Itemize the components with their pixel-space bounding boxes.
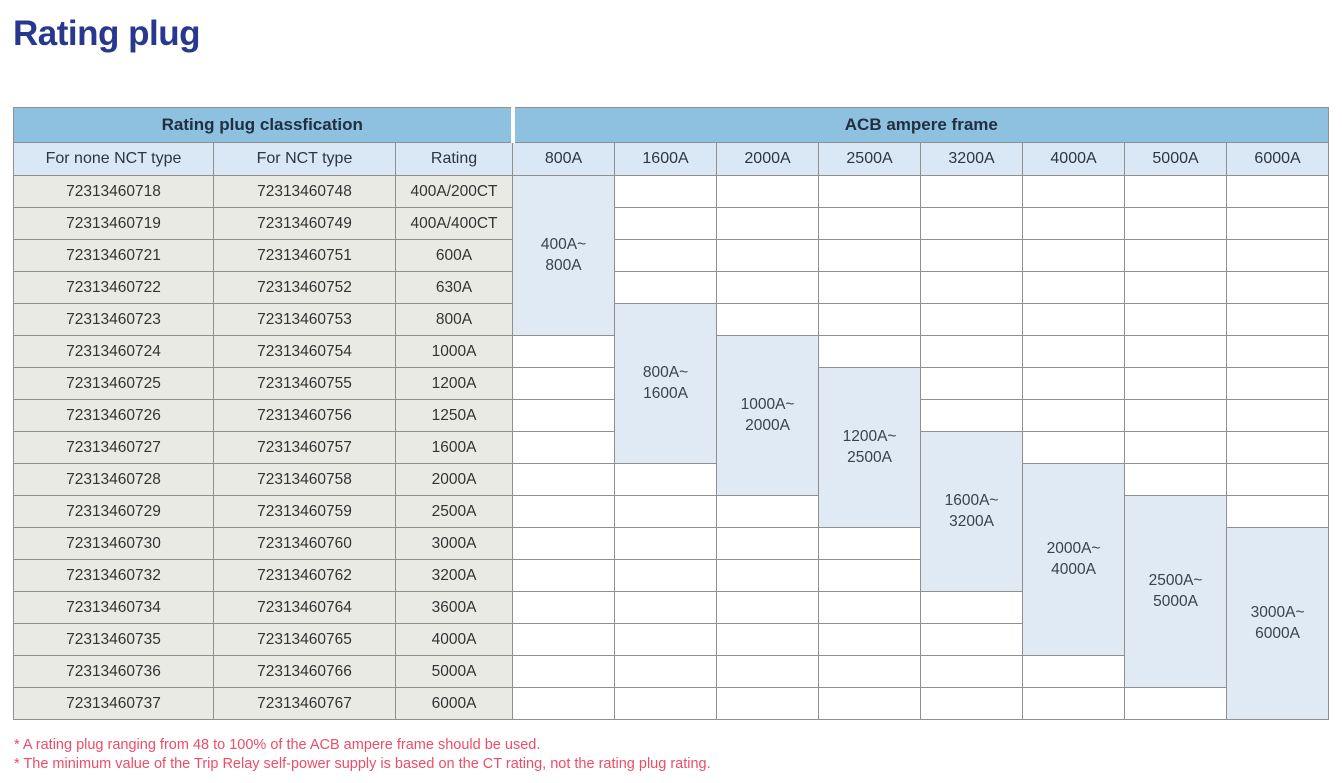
frame-empty-cell <box>819 304 921 336</box>
frame-empty-cell <box>1023 240 1125 272</box>
frame-empty-cell <box>615 560 717 592</box>
frame-empty-cell <box>1125 272 1227 304</box>
column-header-1600a: 1600A <box>615 143 717 176</box>
part-number-none-nct-cell: 72313460726 <box>14 400 214 432</box>
frame-empty-cell <box>1023 688 1125 720</box>
frame-empty-cell <box>615 592 717 624</box>
frame-range-label-line: 4000A <box>1051 560 1096 578</box>
part-number-nct-cell: 72313460759 <box>214 496 396 528</box>
part-number-none-nct-cell: 72313460734 <box>14 592 214 624</box>
frame-empty-cell <box>819 272 921 304</box>
frame-empty-cell <box>1125 464 1227 496</box>
frame-empty-cell <box>1227 400 1329 432</box>
frame-empty-cell <box>717 304 819 336</box>
table-row <box>14 688 1329 720</box>
frame-empty-cell <box>819 624 921 656</box>
frame-empty-cell <box>1125 688 1227 720</box>
frame-empty-cell <box>1227 176 1329 208</box>
part-number-nct-cell: 72313460766 <box>214 656 396 688</box>
frame-empty-cell <box>717 656 819 688</box>
part-number-none-nct-cell: 72313460718 <box>14 176 214 208</box>
frame-range-label-line: 1200A~ <box>842 428 897 446</box>
frame-empty-cell <box>921 240 1023 272</box>
rating-plug-table <box>13 107 1329 720</box>
frame-empty-cell <box>615 656 717 688</box>
frame-empty-cell <box>717 176 819 208</box>
column-header-800a: 800A <box>513 143 615 176</box>
part-number-nct-cell: 72313460762 <box>214 560 396 592</box>
part-number-nct-cell: 72313460765 <box>214 624 396 656</box>
frame-empty-cell <box>819 208 921 240</box>
part-number-nct-cell: 72313460760 <box>214 528 396 560</box>
frame-empty-cell <box>513 496 615 528</box>
frame-empty-cell <box>1023 304 1125 336</box>
frame-empty-cell <box>1227 368 1329 400</box>
column-header-rating: Rating <box>396 143 513 176</box>
frame-range-label-line: 2500A~ <box>1148 572 1203 590</box>
frame-empty-cell <box>1023 432 1125 464</box>
frame-empty-cell <box>717 560 819 592</box>
frame-empty-cell <box>1227 304 1329 336</box>
frame-empty-cell <box>921 688 1023 720</box>
column-header-for-none-nct-type: For none NCT type <box>14 143 214 176</box>
frame-empty-cell <box>513 560 615 592</box>
frame-empty-cell <box>513 400 615 432</box>
frame-empty-cell <box>513 368 615 400</box>
part-number-none-nct-cell: 72313460722 <box>14 272 214 304</box>
part-number-none-nct-cell: 72313460725 <box>14 368 214 400</box>
part-number-none-nct-cell: 72313460737 <box>14 688 214 720</box>
part-number-none-nct-cell: 72313460729 <box>14 496 214 528</box>
part-number-nct-cell: 72313460757 <box>214 432 396 464</box>
frame-range-cell-4000a <box>1023 464 1125 656</box>
part-number-nct-cell: 72313460753 <box>214 304 396 336</box>
frame-empty-cell <box>1023 336 1125 368</box>
part-number-nct-cell: 72313460754 <box>214 336 396 368</box>
frame-empty-cell <box>819 336 921 368</box>
rating-cell: 1600A <box>396 432 513 464</box>
part-number-none-nct-cell: 72313460732 <box>14 560 214 592</box>
column-header-for-nct-type: For NCT type <box>214 143 396 176</box>
frame-empty-cell <box>1125 400 1227 432</box>
rating-cell: 3600A <box>396 592 513 624</box>
rating-cell: 1250A <box>396 400 513 432</box>
frame-empty-cell <box>1125 304 1227 336</box>
rating-cell: 630A <box>396 272 513 304</box>
part-number-nct-cell: 72313460748 <box>214 176 396 208</box>
frame-empty-cell <box>921 208 1023 240</box>
frame-empty-cell <box>921 272 1023 304</box>
frame-range-label-line: 2500A <box>847 448 892 466</box>
table-row <box>14 208 1329 240</box>
part-number-none-nct-cell: 72313460736 <box>14 656 214 688</box>
frame-empty-cell <box>513 464 615 496</box>
frame-empty-cell <box>921 656 1023 688</box>
part-number-nct-cell: 72313460755 <box>214 368 396 400</box>
frame-range-cell-800a <box>513 176 615 336</box>
group-header-acb-ampere-frame: ACB ampere frame <box>513 108 1329 143</box>
part-number-nct-cell: 72313460749 <box>214 208 396 240</box>
footnotes <box>14 736 711 774</box>
frame-empty-cell <box>921 368 1023 400</box>
frame-empty-cell <box>921 176 1023 208</box>
frame-empty-cell <box>513 592 615 624</box>
frame-empty-cell <box>921 624 1023 656</box>
frame-empty-cell <box>819 240 921 272</box>
rating-cell: 4000A <box>396 624 513 656</box>
frame-empty-cell <box>921 304 1023 336</box>
frame-range-cell-1600a <box>615 304 717 464</box>
part-number-none-nct-cell: 72313460727 <box>14 432 214 464</box>
frame-range-label-line: 1000A~ <box>740 396 795 414</box>
frame-empty-cell <box>1125 368 1227 400</box>
column-header-2500a: 2500A <box>819 143 921 176</box>
frame-range-cell-2000a <box>717 336 819 496</box>
frame-empty-cell <box>615 528 717 560</box>
frame-empty-cell <box>717 624 819 656</box>
frame-range-label-line: 3000A~ <box>1250 604 1305 622</box>
part-number-nct-cell: 72313460767 <box>214 688 396 720</box>
table-body <box>14 176 1329 720</box>
part-number-none-nct-cell: 72313460728 <box>14 464 214 496</box>
frame-empty-cell <box>513 336 615 368</box>
frame-empty-cell <box>1227 432 1329 464</box>
frame-range-label-line: 800A <box>545 256 582 274</box>
frame-empty-cell <box>513 688 615 720</box>
frame-range-cell-3200a <box>921 432 1023 592</box>
frame-empty-cell <box>819 688 921 720</box>
column-header-row <box>14 143 1329 176</box>
frame-empty-cell <box>819 176 921 208</box>
part-number-nct-cell: 72313460751 <box>214 240 396 272</box>
frame-range-label-line: 400A~ <box>540 236 587 254</box>
column-header-4000a: 4000A <box>1023 143 1125 176</box>
part-number-none-nct-cell: 72313460724 <box>14 336 214 368</box>
frame-range-label-line: 800A~ <box>642 364 689 382</box>
rating-cell: 5000A <box>396 656 513 688</box>
frame-range-cell-6000a <box>1227 528 1329 720</box>
table-row <box>14 240 1329 272</box>
frame-empty-cell <box>513 432 615 464</box>
frame-range-label-line: 1600A <box>643 384 688 402</box>
part-number-none-nct-cell: 72313460721 <box>14 240 214 272</box>
frame-empty-cell <box>717 240 819 272</box>
frame-empty-cell <box>717 496 819 528</box>
frame-empty-cell <box>615 624 717 656</box>
frame-range-label-line: 2000A <box>745 416 790 434</box>
frame-range-label-line: 1600A~ <box>944 492 999 510</box>
frame-empty-cell <box>615 176 717 208</box>
frame-empty-cell <box>819 560 921 592</box>
frame-empty-cell <box>1227 272 1329 304</box>
frame-empty-cell <box>1227 240 1329 272</box>
rating-cell: 3000A <box>396 528 513 560</box>
frame-empty-cell <box>513 624 615 656</box>
rating-cell: 2500A <box>396 496 513 528</box>
column-header-5000a: 5000A <box>1125 143 1227 176</box>
footnote-rating-plug-range: * A rating plug ranging from 48 to 100% of the ACB ampere frame should be used. <box>14 737 541 753</box>
frame-empty-cell <box>1227 336 1329 368</box>
frame-range-label-line: 6000A <box>1255 624 1300 642</box>
part-number-nct-cell: 72313460758 <box>214 464 396 496</box>
rating-cell: 3200A <box>396 560 513 592</box>
rating-cell: 1200A <box>396 368 513 400</box>
frame-empty-cell <box>1125 336 1227 368</box>
rating-cell: 800A <box>396 304 513 336</box>
column-header-6000a: 6000A <box>1227 143 1329 176</box>
frame-empty-cell <box>717 528 819 560</box>
frame-empty-cell <box>717 592 819 624</box>
footnote-trip-relay-supply: * The minimum value of the Trip Relay self-power supply is based on the CT rating, not the rating plug rating. <box>14 756 711 772</box>
part-number-none-nct-cell: 72313460735 <box>14 624 214 656</box>
frame-empty-cell <box>819 592 921 624</box>
frame-empty-cell <box>1227 464 1329 496</box>
frame-empty-cell <box>1227 496 1329 528</box>
frame-empty-cell <box>615 464 717 496</box>
page-title: Rating plug <box>13 14 200 53</box>
rating-cell: 1000A <box>396 336 513 368</box>
frame-empty-cell <box>1125 432 1227 464</box>
frame-empty-cell <box>921 336 1023 368</box>
frame-empty-cell <box>615 240 717 272</box>
rating-cell: 600A <box>396 240 513 272</box>
frame-range-label-line: 5000A <box>1153 592 1198 610</box>
frame-empty-cell <box>513 656 615 688</box>
frame-range-cell-5000a <box>1125 496 1227 688</box>
rating-cell: 400A/200CT <box>396 176 513 208</box>
frame-empty-cell <box>717 208 819 240</box>
frame-empty-cell <box>1227 208 1329 240</box>
column-header-3200a: 3200A <box>921 143 1023 176</box>
rating-cell: 2000A <box>396 464 513 496</box>
frame-empty-cell <box>1023 400 1125 432</box>
table-row <box>14 176 1329 208</box>
rating-plug-table-container <box>13 107 1329 720</box>
rating-cell: 400A/400CT <box>396 208 513 240</box>
part-number-nct-cell: 72313460756 <box>214 400 396 432</box>
table-head <box>14 108 1329 176</box>
table-row <box>14 496 1329 528</box>
frame-empty-cell <box>1023 368 1125 400</box>
frame-empty-cell <box>1023 176 1125 208</box>
frame-empty-cell <box>1125 240 1227 272</box>
part-number-none-nct-cell: 72313460723 <box>14 304 214 336</box>
table-row <box>14 272 1329 304</box>
part-number-nct-cell: 72313460764 <box>214 592 396 624</box>
group-header-rating-plug-classification: Rating plug classfication <box>14 108 513 143</box>
column-header-2000a: 2000A <box>717 143 819 176</box>
frame-empty-cell <box>819 528 921 560</box>
table-row <box>14 304 1329 336</box>
part-number-nct-cell: 72313460752 <box>214 272 396 304</box>
frame-range-label-line: 2000A~ <box>1046 540 1101 558</box>
frame-empty-cell <box>615 688 717 720</box>
frame-empty-cell <box>717 688 819 720</box>
frame-empty-cell <box>921 400 1023 432</box>
group-header-row <box>14 108 1329 143</box>
frame-empty-cell <box>1023 208 1125 240</box>
frame-empty-cell <box>1125 176 1227 208</box>
part-number-none-nct-cell: 72313460719 <box>14 208 214 240</box>
frame-empty-cell <box>615 272 717 304</box>
frame-empty-cell <box>819 656 921 688</box>
frame-empty-cell <box>1023 656 1125 688</box>
frame-empty-cell <box>717 272 819 304</box>
frame-empty-cell <box>921 592 1023 624</box>
table-row <box>14 464 1329 496</box>
frame-empty-cell <box>1125 208 1227 240</box>
frame-range-label-line: 3200A <box>949 512 994 530</box>
part-number-none-nct-cell: 72313460730 <box>14 528 214 560</box>
frame-empty-cell <box>1023 272 1125 304</box>
frame-empty-cell <box>615 496 717 528</box>
frame-empty-cell <box>615 208 717 240</box>
rating-cell: 6000A <box>396 688 513 720</box>
frame-empty-cell <box>513 528 615 560</box>
frame-range-cell-2500a <box>819 368 921 528</box>
